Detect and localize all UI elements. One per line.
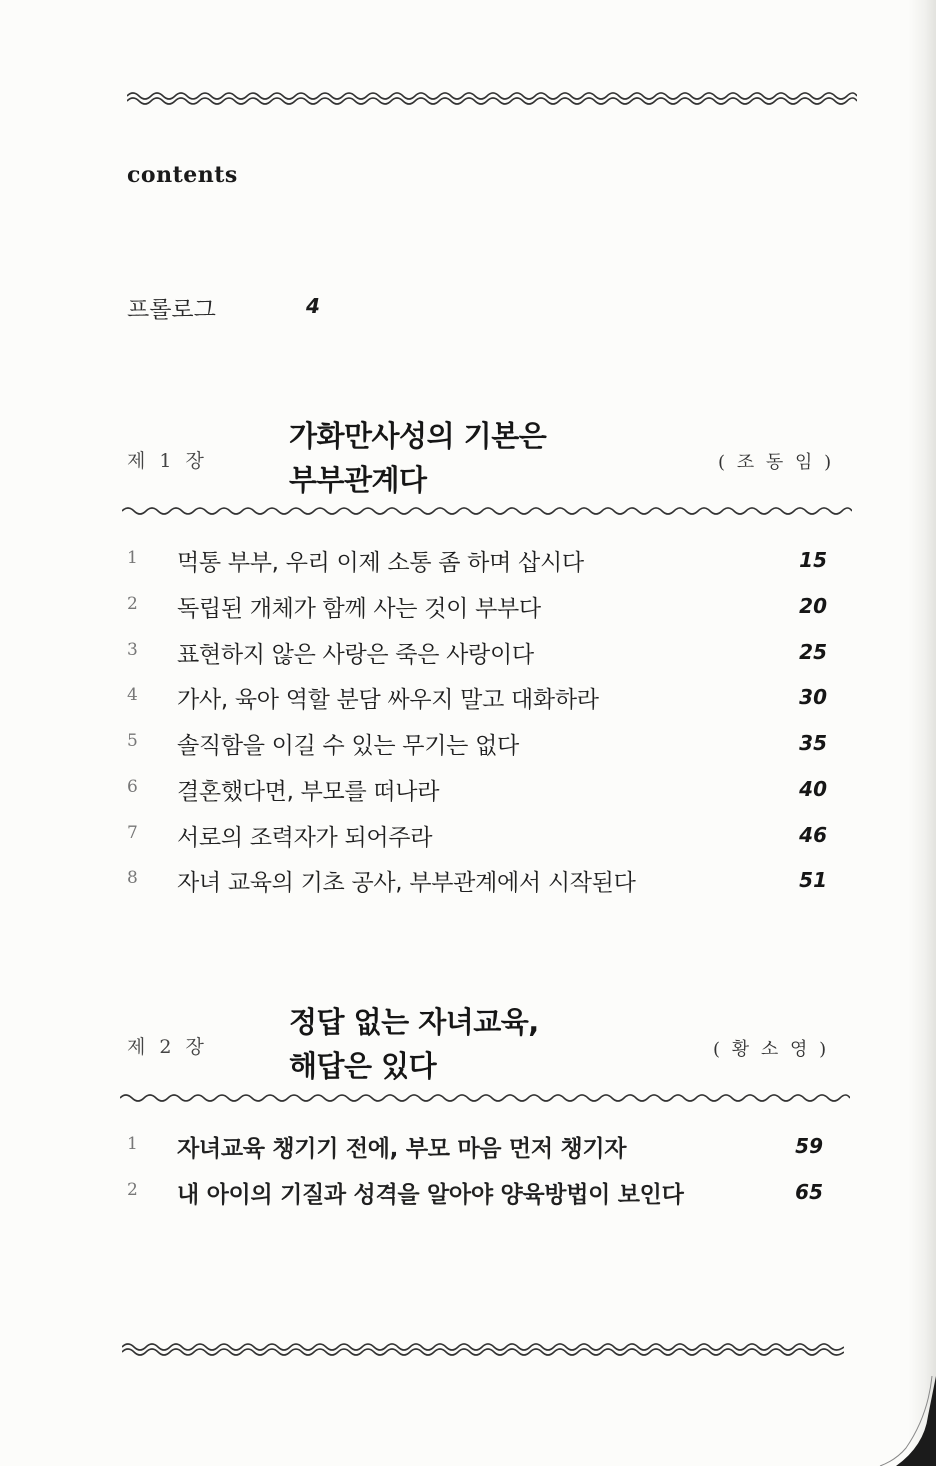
- contents-heading: contents: [127, 162, 238, 188]
- bottom-wave-divider: [122, 1339, 844, 1359]
- entry-number: 5: [127, 731, 138, 751]
- toc-entry[interactable]: [127, 544, 847, 580]
- entry-page-number: 46: [799, 823, 827, 847]
- entry-title: 솔직함을 이길 수 있는 무기는 없다: [177, 733, 519, 759]
- top-wave-divider: [127, 88, 857, 108]
- entry-title: 자녀 교육의 기초 공사, 부부관계에서 시작된다: [177, 870, 636, 896]
- toc-entry[interactable]: [127, 590, 847, 626]
- entry-number: 2: [127, 594, 138, 614]
- chapter-1-title[interactable]: [289, 414, 546, 502]
- entry-number: 2: [127, 1180, 138, 1200]
- entry-title: 가사, 육아 역할 분담 싸우지 말고 대화하라: [177, 687, 599, 713]
- chapter-1-wave-divider: [122, 504, 852, 518]
- toc-entry[interactable]: [127, 727, 847, 763]
- chapter-1-author: ( 조 동 임 ): [718, 452, 835, 473]
- toc-entry[interactable]: [127, 819, 847, 855]
- entry-number: 8: [127, 868, 138, 888]
- chapter-1-title-line2: 부부관계다: [289, 463, 427, 497]
- toc-entry[interactable]: [127, 681, 847, 717]
- entry-number: 1: [127, 1134, 138, 1154]
- entry-page-number: 40: [799, 777, 827, 801]
- toc-entry[interactable]: [127, 1176, 847, 1212]
- entry-page-number: 15: [799, 548, 827, 572]
- chapter-2-title-line1: 정답 없는 자녀교육,: [289, 1005, 539, 1039]
- entry-title: 표현하지 않은 사랑은 죽은 사랑이다: [177, 642, 534, 668]
- toc-entry[interactable]: [127, 636, 847, 672]
- entry-title: 내 아이의 기질과 성격을 알아야 양육방법이 보인다: [177, 1182, 684, 1208]
- entry-title: 먹통 부부, 우리 이제 소통 좀 하며 삽시다: [177, 550, 584, 576]
- entry-page-number: 20: [799, 594, 827, 618]
- chapter-2-wave-divider: [120, 1091, 850, 1105]
- chapter-1-label: 제 1 장: [127, 450, 208, 472]
- entry-title: 서로의 조력자가 되어주라: [177, 825, 433, 851]
- entry-number: 7: [127, 823, 138, 843]
- entry-page-number: 25: [799, 640, 827, 664]
- page-curl: [876, 1376, 936, 1466]
- chapter-1-title-line1: 가화만사성의 기본은: [289, 419, 547, 453]
- entry-page-number: 65: [795, 1180, 823, 1204]
- toc-entry[interactable]: [127, 773, 847, 809]
- entry-number: 3: [127, 640, 138, 660]
- entry-page-number: 35: [799, 731, 827, 755]
- toc-entry[interactable]: [127, 1130, 847, 1166]
- entry-number: 1: [127, 548, 138, 568]
- chapter-2-author: ( 황 소 영 ): [713, 1039, 830, 1060]
- entry-title: 자녀교육 챙기기 전에, 부모 마음 먼저 챙기자: [177, 1136, 627, 1162]
- entry-title: 결혼했다면, 부모를 떠나라: [177, 779, 440, 805]
- chapter-2-title-line2: 해답은 있다: [289, 1049, 437, 1083]
- entry-page-number: 59: [795, 1134, 823, 1158]
- prologue-page-number: 4: [306, 294, 320, 318]
- chapter-2-label: 제 2 장: [127, 1036, 208, 1058]
- chapter-2-title[interactable]: [289, 1000, 539, 1088]
- prologue-label[interactable]: 프롤로그: [127, 297, 216, 323]
- entry-page-number: 30: [799, 685, 827, 709]
- toc-entry[interactable]: [127, 864, 847, 900]
- page-edge: [908, 0, 936, 1466]
- entry-number: 4: [127, 685, 138, 705]
- entry-title: 독립된 개체가 함께 사는 것이 부부다: [177, 596, 541, 622]
- entry-number: 6: [127, 777, 138, 797]
- entry-page-number: 51: [799, 868, 827, 892]
